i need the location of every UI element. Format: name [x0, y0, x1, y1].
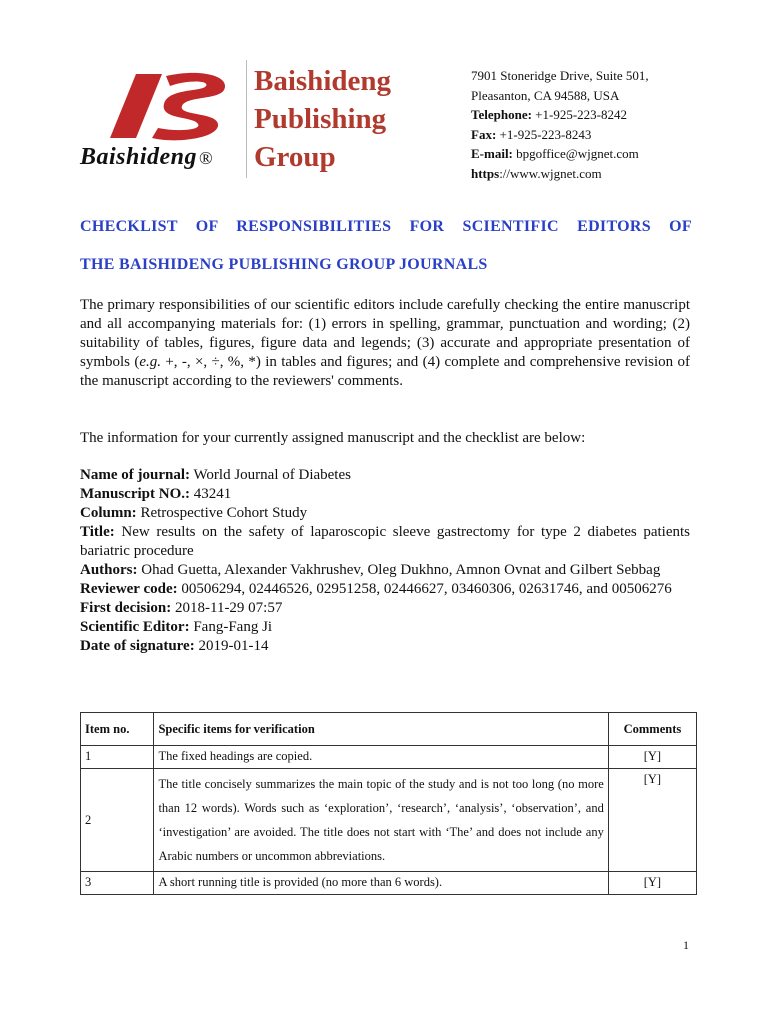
manuscript-number-row [80, 485, 690, 504]
address-line: 7901 Stoneridge Drive, Suite 501, [471, 68, 649, 83]
column-value: Retrospective Cohort Study [140, 505, 308, 521]
checklist-title [80, 208, 692, 284]
contact-info [471, 66, 649, 183]
header-item-no: Item no. [81, 713, 154, 746]
row-comment: [Y] [608, 769, 696, 872]
publisher-name-line: Baishideng [254, 65, 391, 97]
column-row [80, 504, 690, 523]
brand-script-wordmark [80, 144, 213, 171]
scientific-editor-row [80, 618, 690, 637]
first-decision-label: First decision: [80, 600, 172, 616]
telephone-row [471, 105, 649, 125]
manuscript-number-label: Manuscript NO.: [80, 486, 190, 502]
table-header-row [81, 713, 697, 746]
logo-divider [246, 60, 247, 178]
scientific-editor-value: Fang-Fang Ji [193, 619, 273, 635]
brand-script-text: Baishideng [80, 144, 198, 170]
page-number: 1 [683, 938, 689, 952]
header-comments: Comments [608, 713, 696, 746]
intro-text-end: +, -, ×, ÷, %, *) in tables and figures; and (4) complete and comprehensive revision of the manuscript according to the reviewers' comments. [80, 354, 690, 389]
row-item-no: 3 [81, 872, 154, 895]
title-row [80, 523, 690, 561]
reviewer-code-value: 00506294, 02446526, 02951258, 02446627, 03460306, 02631746, and 00506276 [181, 581, 672, 597]
publisher-name-line: Group [254, 141, 336, 173]
verification-table [80, 712, 697, 895]
fax-row [471, 125, 649, 145]
publisher-name-line: Publishing [254, 103, 387, 135]
telephone-label: Telephone: [471, 107, 532, 122]
first-decision-value: 2018-11-29 07:57 [175, 600, 283, 616]
table-row [81, 872, 697, 895]
header-specific-items: Specific items for verification [154, 713, 608, 746]
table-row [81, 769, 697, 872]
journal-value: World Journal of Diabetes [193, 467, 351, 483]
authors-row [80, 561, 690, 580]
intro-text: The primary responsibilities of our scientific editors include carefully checking the entire manuscript and all accompanying materials for: (1) errors in spelling, grammar, punctuation and wording; (2) suitability of tables, figures, figure data and legends; (3) accurate and appropriate presentation of symbols ( [80, 297, 690, 370]
website-row [471, 164, 649, 184]
email-label: E-mail: [471, 146, 513, 161]
manuscript-details [80, 466, 690, 656]
checklist-title-line: THE BAISHIDENG PUBLISHING GROUP JOURNALS [80, 256, 488, 273]
fax-label: Fax: [471, 126, 497, 142]
signature-date-value: 2019-01-14 [198, 638, 269, 654]
row-item-text: A short running title is provided (no more than 6 words). [154, 872, 608, 895]
scientific-editor-label: Scientific Editor: [80, 619, 190, 635]
row-item-no: 2 [81, 769, 154, 872]
intro-paragraph [80, 296, 690, 391]
checklist-title-line: CHECKLIST OF RESPONSIBILITIES FOR SCIENTIFIC EDITORS OF [80, 218, 692, 235]
row-comment: [Y] [608, 746, 696, 769]
signature-date-label: Date of signature: [80, 638, 195, 654]
title-label: Title: [80, 524, 115, 540]
publisher-name [254, 62, 391, 176]
row-comment: [Y] [608, 872, 696, 895]
info-sentence: The information for your currently assigned manuscript and the checklist are below: [80, 430, 586, 446]
title-value: New results on the safety of laparoscopic sleeve gastrectomy for type 2 diabetes patients bariatric procedure [80, 524, 690, 559]
signature-date-row [80, 637, 690, 656]
journal-label: Name of journal: [80, 467, 190, 483]
journal-row [80, 466, 690, 485]
publisher-logo [78, 60, 278, 180]
authors-value: Ohad Guetta, Alexander Vakhrushev, Oleg Dukhno, Amnon Ovnat and Gilbert Sebbag [141, 562, 661, 578]
row-item-text: The fixed headings are copied. [154, 746, 608, 769]
first-decision-row [80, 599, 690, 618]
table-row [81, 746, 697, 769]
email-row [471, 144, 649, 164]
baishideng-bs-logo-icon [106, 66, 246, 146]
website-label: https [471, 165, 500, 181]
telephone-value: +1-925-223-8242 [535, 107, 627, 122]
email-link[interactable]: bpgoffice@wjgnet.com [516, 146, 639, 161]
website-link[interactable]: ://www.wjgnet.com [499, 165, 602, 181]
manuscript-number-value: 43241 [193, 486, 232, 502]
row-item-no: 1 [81, 746, 154, 769]
registered-mark: ® [199, 148, 214, 168]
reviewer-code-row [80, 580, 690, 599]
row-item-text: The title concisely summarizes the main topic of the study and is not too long (no more than 12 words). Words such as ‘exploration’, ‘research’, ‘analysis’, ‘observation’, and ‘investigation’ are avoided. The title does not start with ‘The’ and does not include any Arabic numbers or uncommon abbreviations. [154, 769, 608, 872]
reviewer-code-label: Reviewer code: [80, 581, 178, 597]
address-line: Pleasanton, CA 94588, USA [471, 87, 620, 103]
intro-eg: e.g. [139, 354, 162, 370]
fax-value: +1-925-223-8243 [499, 126, 592, 142]
authors-label: Authors: [80, 562, 138, 578]
column-label: Column: [80, 505, 137, 521]
